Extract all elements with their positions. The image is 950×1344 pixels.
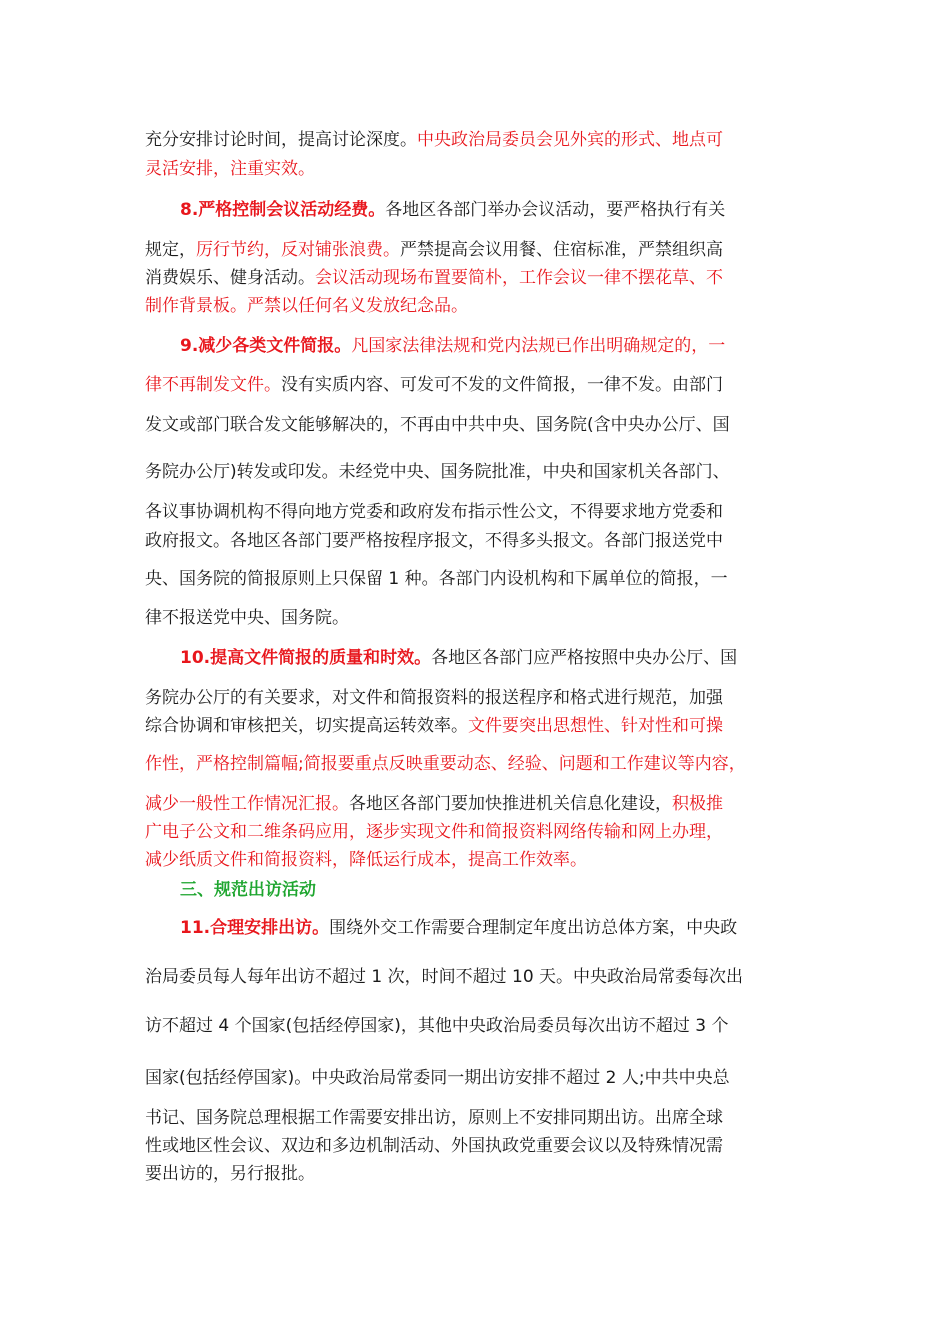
- highlight-span: 厉行节约，反对铺张浪费。: [196, 240, 400, 260]
- text-span: 综合协调和审核把关，切实提高运转效率。: [145, 716, 468, 736]
- text-span: 消费娱乐、健身活动。: [145, 268, 315, 288]
- text-line: 政府报文。各地区各部门要严格按程序报文，不得多头报文。各部门报送党中: [145, 531, 723, 551]
- text-line: 减少纸质文件和简报资料，降低运行成本，提高工作效率。: [145, 850, 587, 870]
- highlight-span: 会议活动现场布置要简朴，工作会议一律不摆花草、不: [315, 268, 723, 288]
- text-span: 各地区各部门要加快推进机关信息化建设，: [349, 794, 672, 814]
- text-line: 务院办公厅的有关要求，对文件和简报资料的报送程序和格式进行规范，加强: [145, 688, 723, 708]
- paragraph-10-first-line: [180, 646, 815, 670]
- text-line: [145, 373, 815, 397]
- text-line: [145, 128, 815, 152]
- text-span: 充分安排讨论时间，提高讨论深度。: [145, 130, 417, 150]
- text-span: 没有实质内容、可发可不发的文件简报，一律不发。由部门: [281, 375, 723, 395]
- section-heading: 三、规范出访活动: [180, 880, 316, 900]
- text-line: [145, 266, 815, 290]
- item-heading: 10.提高文件简报的质量和时效。: [180, 648, 432, 668]
- item-heading: 11.合理安排出访。: [180, 918, 330, 938]
- text-line: 央、国务院的简报原则上只保留 1 种。各部门内设机构和下属单位的简报，一: [145, 569, 728, 589]
- text-span: 各地区各部门应严格按照中央办公厅、国: [431, 648, 738, 668]
- item-heading: 8.严格控制会议活动经费。: [180, 200, 386, 220]
- text-line: [145, 238, 815, 262]
- text-line: 作性，严格控制篇幅;简报要重点反映重要动态、经验、问题和工作建议等内容，: [145, 754, 746, 774]
- text-line: 灵活安排，注重实效。: [145, 159, 315, 179]
- paragraph-9-first-line: [180, 334, 815, 358]
- paragraph-8-first-line: [180, 198, 815, 222]
- text-span: 围绕外交工作需要合理制定年度出访总体方案，中央政: [329, 918, 738, 938]
- text-span: 规定，: [145, 240, 196, 260]
- text-line: 访不超过 4 个国家(包括经停国家)，其他中央政治局委员每次出访不超过 3 个: [145, 1016, 729, 1036]
- text-line: [145, 792, 815, 816]
- text-span: 严禁提高会议用餐、住宿标准，严禁组织高: [400, 240, 723, 260]
- text-line: 务院办公厅)转发或印发。未经党中央、国务院批准，中央和国家机关各部门、: [145, 462, 730, 482]
- text-line: 广电子公文和二维条码应用，逐步实现文件和简报资料网络传输和网上办理，: [145, 822, 723, 842]
- item-heading: 9.减少各类文件简报。: [180, 336, 352, 356]
- highlight-span: 凡国家法律法规和党内法规已作出明确规定的，一: [351, 336, 726, 356]
- text-line: 国家(包括经停国家)。中央政治局常委同一期出访安排不超过 2 人;中共中央总: [145, 1068, 730, 1088]
- text-line: 律不报送党中央、国务院。: [145, 608, 349, 628]
- text-line: 要出访的，另行报批。: [145, 1164, 315, 1184]
- text-line: 发文或部门联合发文能够解决的，不再由中共中央、国务院(含中央办公厅、国: [145, 415, 730, 435]
- highlight-span: 律不再制发文件。: [145, 375, 281, 395]
- text-span: 各地区各部门举办会议活动，要严格执行有关: [385, 200, 726, 220]
- text-line: 书记、国务院总理根据工作需要安排出访，原则上不安排同期出访。出席全球: [145, 1108, 723, 1128]
- text-line: 性或地区性会议、双边和多边机制活动、外国执政党重要会议以及特殊情况需: [145, 1136, 723, 1156]
- text-line: 制作背景板。严禁以任何名义发放纪念品。: [145, 296, 468, 316]
- highlight-span: 文件要突出思想性、针对性和可操: [468, 716, 723, 736]
- text-line: [145, 714, 815, 738]
- text-line: 治局委员每人每年出访不超过 1 次，时间不超过 10 天。中央政治局常委每次出: [145, 967, 744, 987]
- highlight-span: 中央政治局委员会见外宾的形式、地点可: [417, 130, 723, 150]
- highlight-span: 减少一般性工作情况汇报。: [145, 794, 349, 814]
- paragraph-11-first-line: [180, 916, 815, 940]
- text-line: 各议事协调机构不得向地方党委和政府发布指示性公文，不得要求地方党委和: [145, 502, 723, 522]
- highlight-span: 积极推: [672, 794, 723, 814]
